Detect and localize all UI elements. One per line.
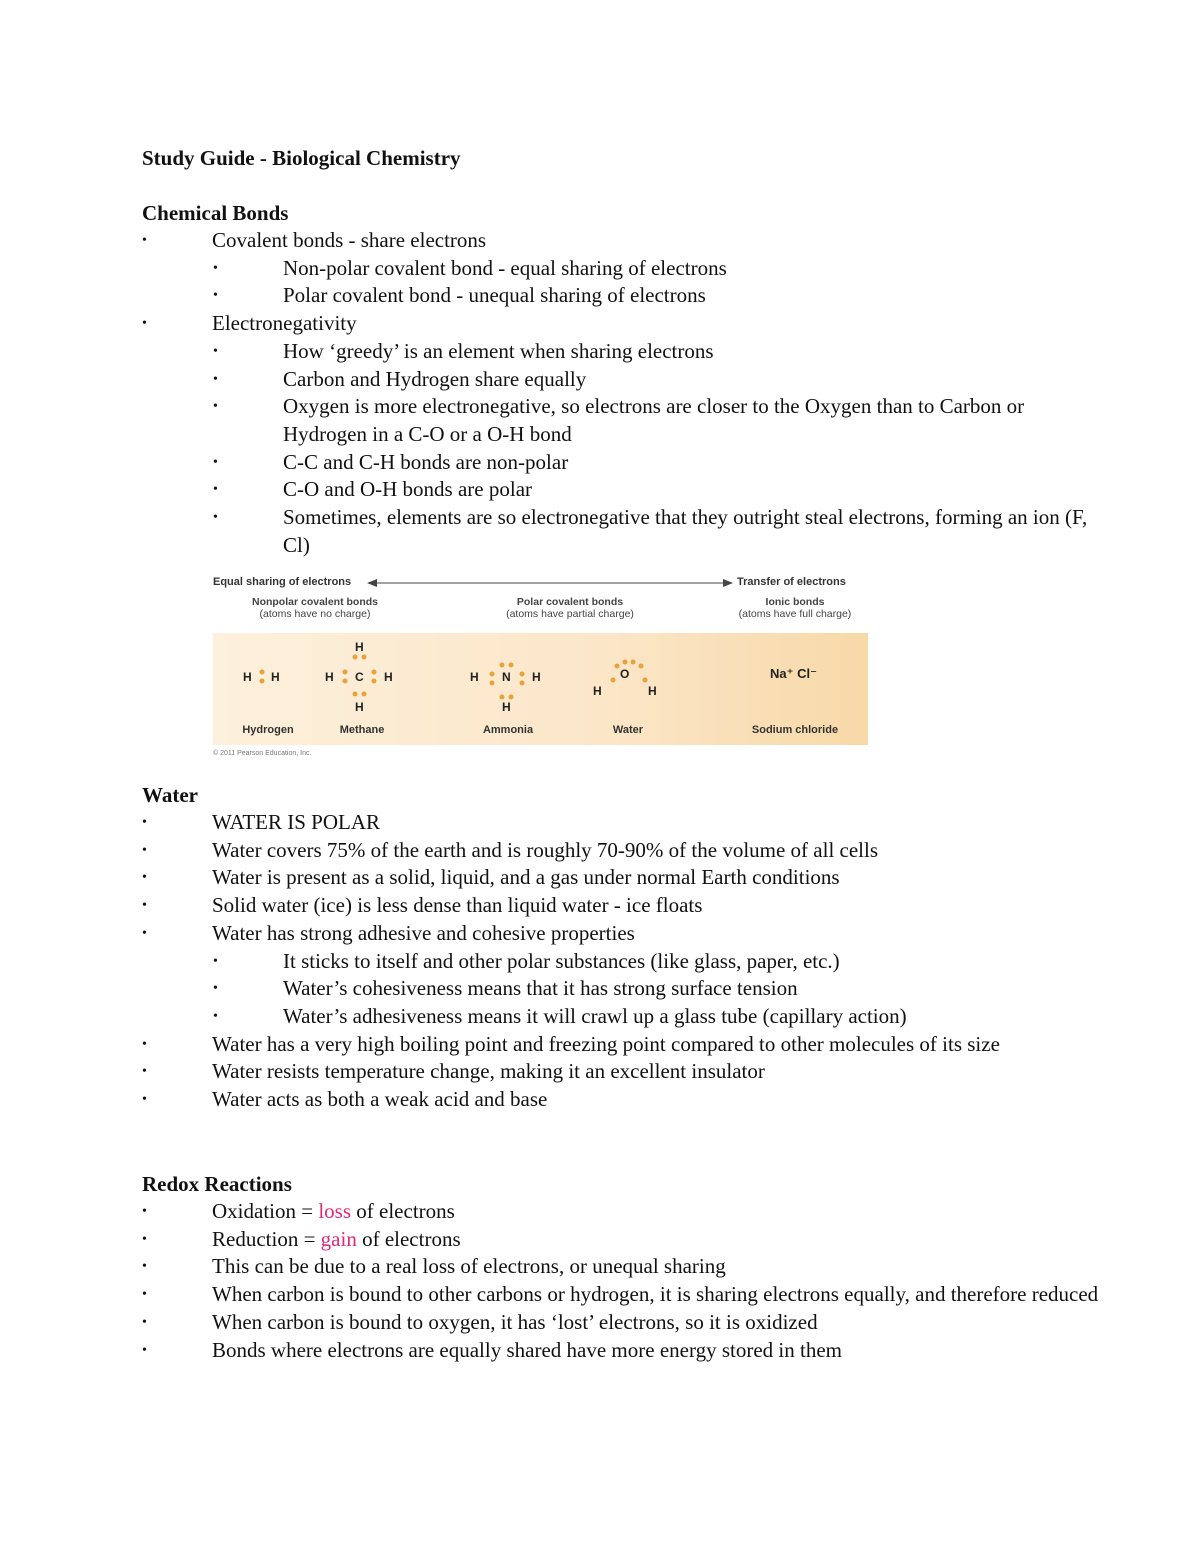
list-item: • Oxygen is more electronegative, so electrons are closer to the Oxygen than to Carbon or Hydrogen in a C-O or a O-H bond	[213, 394, 1025, 446]
section-heading-chemical-bonds: Chemical Bonds	[142, 201, 289, 225]
list-item: • Water has a very high boiling point and freezing point compared to other molecules of its size	[142, 1031, 1000, 1056]
transfer-label: Transfer of electrons	[737, 576, 846, 588]
list-item: • Solid water (ice) is less dense than liquid water - ice floats	[142, 893, 703, 918]
chemical-bonds-list	[142, 227, 1113, 559]
equal-sharing-label: Equal sharing of electrons	[213, 576, 352, 588]
section-heading-water: Water	[142, 783, 198, 807]
list-item: • C-O and O-H bonds are polar	[213, 477, 533, 502]
list-item: • Water acts as both a weak acid and base	[142, 1087, 548, 1112]
list-item: • Water has strong adhesive and cohesive properties	[142, 920, 635, 945]
list-item: • This can be due to a real loss of electrons, or unequal sharing	[142, 1254, 726, 1279]
list-item: • C-C and C-H bonds are non-polar	[213, 449, 569, 474]
document-title: Study Guide - Biological Chemistry	[142, 146, 461, 170]
highlight-gain: gain	[320, 1226, 357, 1251]
nonpolar-header: Nonpolar covalent bonds (atoms have no charge)	[251, 596, 378, 620]
ionic-header: Ionic bonds (atoms have full charge)	[738, 596, 852, 620]
list-item-reduction: • Reduction = gain of electrons	[142, 1226, 461, 1251]
list-item: • Electronegativity	[142, 311, 357, 336]
list-item: • How ‘greedy’ is an element when sharing electrons	[213, 338, 714, 363]
figure-credit: © 2011 Pearson Education, Inc.	[213, 750, 312, 757]
molecule-label: Ammonia	[482, 724, 534, 736]
molecule-label: Sodium chloride	[751, 724, 839, 736]
list-item: • Water is present as a solid, liquid, and a gas under normal Earth conditions	[142, 865, 840, 890]
list-item: • Sometimes, elements are so electronegative that they outright steal electrons, forming an ion (F, Cl)	[213, 505, 1088, 557]
list-item: • Water resists temperature change, making it an excellent insulator	[142, 1059, 765, 1084]
list-item: • Non-polar covalent bond - equal sharing of electrons	[213, 255, 727, 280]
bond-types-figure: Equal sharing of electrons Transfer of electrons Nonpolar covalent bonds (atoms have no charge) Polar covalent bonds (atoms have partial charge) Ionic bonds (atoms have full charge) H H H H C H H H N H H O H H Na⁺ Cl⁻ Hydrogen Methane Ammonia Water Sodium chloride © 2011 Pearson Education, Inc.	[205, 570, 870, 760]
molecule-label: Water	[612, 724, 644, 736]
molecule-label: Methane	[339, 724, 385, 736]
list-item: • When carbon is bound to other carbons or hydrogen, it is sharing electrons equally, and therefore reduced	[142, 1282, 1099, 1307]
section-heading-redox: Redox Reactions	[142, 1172, 292, 1196]
list-item: • Water’s adhesiveness means it will crawl up a glass tube (capillary action)	[213, 1003, 907, 1028]
list-item: • Water covers 75% of the earth and is roughly 70-90% of the volume of all cells	[142, 837, 879, 862]
list-item-oxidation: • Oxidation = loss of electrons	[142, 1199, 455, 1223]
list-item: • Carbon and Hydrogen share equally	[213, 366, 587, 391]
redox-list	[142, 1198, 1112, 1364]
water-list	[142, 809, 1113, 1114]
list-item: • It sticks to itself and other polar substances (like glass, paper, etc.)	[213, 948, 840, 973]
list-item: • Water’s cohesiveness means that it has strong surface tension	[213, 976, 798, 1001]
list-item: • Covalent bonds - share electrons	[142, 228, 487, 252]
molecule-label: Hydrogen	[242, 724, 294, 736]
list-item: • When carbon is bound to oxygen, it has ‘lost’ electrons, so it is oxidized	[142, 1309, 818, 1334]
list-item: • WATER IS POLAR	[142, 810, 381, 834]
polar-header: Polar covalent bonds (atoms have partial charge)	[506, 596, 634, 620]
list-item: • Bonds where electrons are equally shared have more energy stored in them	[142, 1337, 842, 1362]
highlight-loss: loss	[318, 1199, 352, 1223]
list-item: • Polar covalent bond - unequal sharing of electrons	[213, 283, 706, 308]
